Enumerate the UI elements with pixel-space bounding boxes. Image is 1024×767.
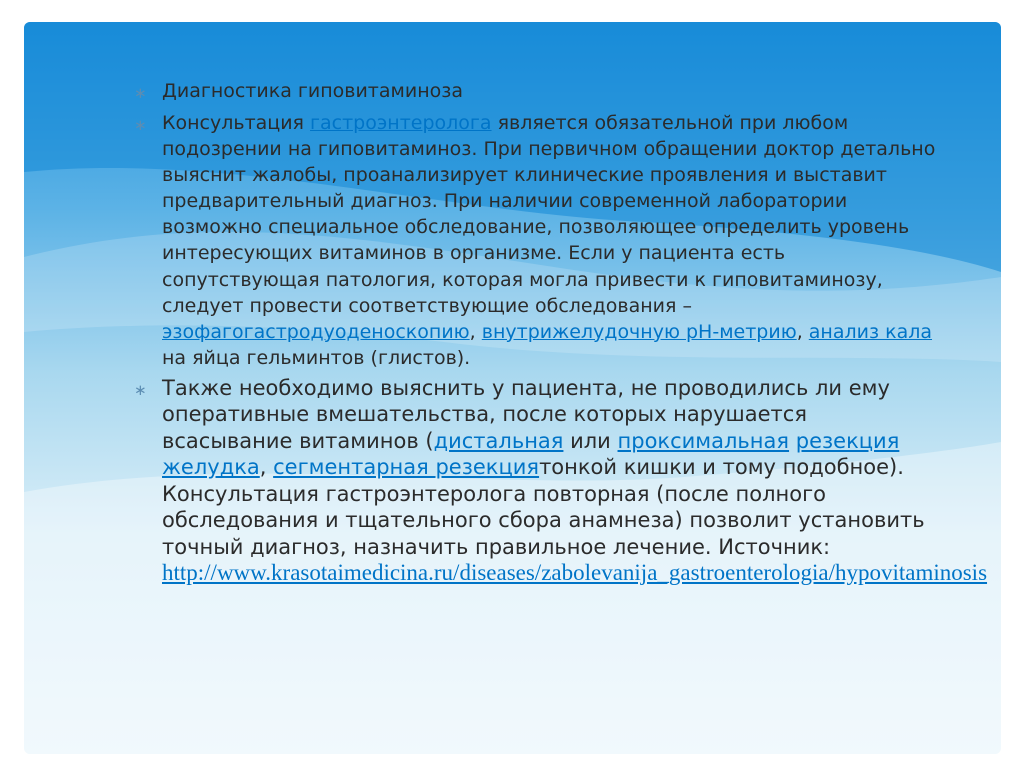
bullet-text: [162, 375, 988, 587]
inline-link[interactable]: анализ кала: [808, 320, 933, 343]
bullet-icon: ∗: [134, 380, 147, 399]
bullet-text: [162, 78, 944, 104]
inline-link[interactable]: проксимальная: [617, 428, 790, 453]
bullet-item: [134, 375, 988, 587]
text-run: ,: [259, 455, 274, 480]
inline-link[interactable]: внутрижелудочную pH-метрию: [481, 320, 797, 343]
bullet-icon: ∗: [134, 116, 147, 134]
bullet-text: [162, 110, 944, 371]
text-run: ,: [469, 320, 482, 343]
inline-link[interactable]: дистальная: [433, 428, 564, 453]
text-run: является обязательной при любом подозрении на гиповитаминоз. При первичном обращении доктор детально выяснит жалобы, проанализирует клинические проявления и выставит предварительный диагноз. При наличии современной лаборатории возможно специальное обследование, позволяющее определить уровень интересующих витаминов в организме. Если у пациента есть сопутствующая патология, которая могла привести к гиповитаминозу, следует провести соответствующие обследования –: [162, 112, 936, 317]
text-run: [789, 429, 796, 453]
bullet-icon: ∗: [134, 84, 147, 102]
text-run: или: [563, 428, 618, 453]
bullet-item: [134, 110, 944, 371]
text-run: ,: [796, 320, 809, 343]
text-run: на яйца гельминтов (глистов).: [162, 346, 471, 369]
text-run: Также необходимо выяснить у пациента, не проводились ли ему оперативные вмешательства, после которых нарушается всасывание витаминов (: [162, 375, 890, 453]
source-url-link[interactable]: http://www.krasotaimedicina.ru/diseases/zabolevanija_gastroenterologia/hypovitaminosis: [162, 560, 988, 586]
text-run: Диагностика гиповитаминоза: [162, 80, 463, 102]
bullet-item: [134, 78, 944, 104]
inline-link[interactable]: гастроэнтеролога: [310, 112, 492, 134]
inline-link[interactable]: сегментарная резекция: [273, 455, 540, 480]
text-run: Консультация: [162, 112, 311, 134]
text-run: тонкой кишки и тому подобное). Консультация гастроэнтеролога повторная (после полного обследования и тщательного сбора анамнеза) позволит установить точный диагноз, назначить правильное лечение. Источник:: [162, 455, 925, 559]
slide-background: [24, 22, 1001, 754]
inline-link[interactable]: резекция желудка: [162, 428, 900, 480]
inline-link[interactable]: эзофагогастродуоденоскопию: [162, 320, 470, 343]
slide-body: [134, 78, 988, 587]
